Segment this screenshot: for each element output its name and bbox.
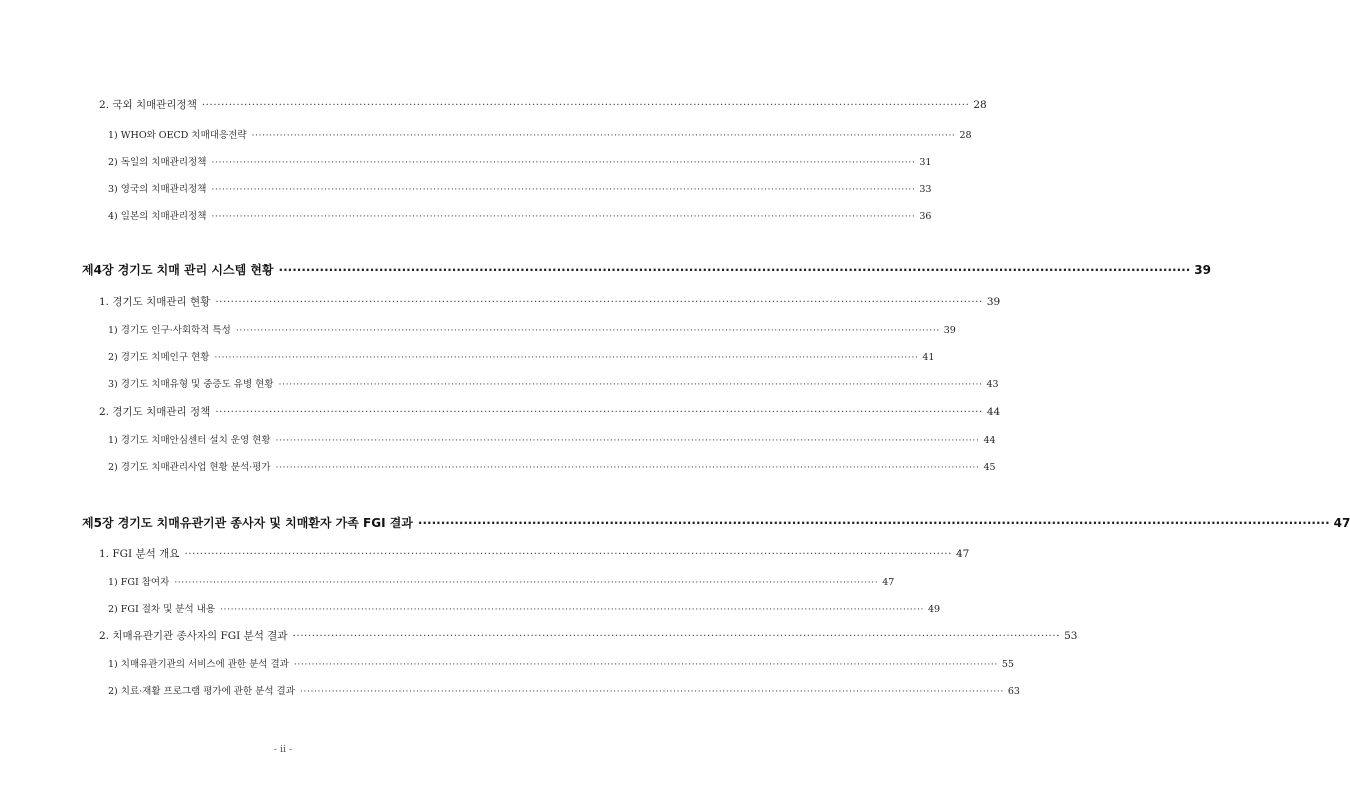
toc-leader-dots: ········································································································································································································ bbox=[211, 211, 916, 222]
toc-entry-page: 45 bbox=[983, 462, 996, 473]
toc-entry-page: 49 bbox=[928, 604, 941, 615]
toc-entry-title: 3) 경기도 치매유형 및 중증도 유병 현황 bbox=[108, 379, 274, 390]
toc-entry[interactable] bbox=[108, 432, 996, 446]
toc-entry-title: 1) FGI 참여자 bbox=[108, 577, 170, 588]
toc-leader-dots: ········································································································································································································ bbox=[275, 435, 980, 446]
toc-entry-page: 63 bbox=[1007, 686, 1020, 697]
toc-entry-page: 47 bbox=[955, 548, 970, 560]
toc-entry-title: 1) 경기도 치매안심센터 설치 운영 현황 bbox=[108, 435, 271, 446]
toc-entry-title: 2) 경기도 치메인구 현황 bbox=[108, 352, 210, 363]
toc-entry[interactable] bbox=[108, 683, 1020, 697]
toc-entry[interactable] bbox=[99, 97, 987, 112]
toc-chapter-entry[interactable] bbox=[82, 261, 1211, 278]
toc-entry-title: 2. 국외 치매관리정책 bbox=[99, 99, 197, 111]
toc-entry-page: 33 bbox=[919, 184, 932, 195]
toc-entry-title: 1) WHO와 OECD 치매대응전략 bbox=[108, 130, 247, 141]
toc-leader-dots: ········································································································································································································ bbox=[220, 604, 924, 615]
toc-entry-page: 28 bbox=[973, 99, 987, 111]
toc-leader-dots: ········································································································································································································ bbox=[292, 630, 1061, 642]
toc-entry[interactable] bbox=[108, 459, 996, 473]
toc-entry-page: 53 bbox=[1064, 630, 1078, 642]
toc-leader-dots: ········································································································································································································ bbox=[278, 379, 983, 390]
toc-entry[interactable] bbox=[108, 601, 941, 615]
toc-entry-page: 39 bbox=[986, 296, 1001, 308]
toc-entry[interactable] bbox=[108, 154, 932, 168]
toc-entry-page: 28 bbox=[959, 130, 972, 141]
toc-leader-dots: ········································································································································································································ bbox=[201, 99, 970, 111]
toc-leader-dots: ········································································································································································································ bbox=[293, 659, 998, 670]
toc-leader-dots: ········································································································································································································ bbox=[211, 184, 916, 195]
toc-entry-title: 2) FGI 절차 및 분석 내용 bbox=[108, 604, 216, 615]
toc-leader-dots: ········································································································································································································ bbox=[251, 130, 956, 141]
toc-leader-dots: ········································································································································································································ bbox=[174, 577, 879, 588]
toc-entry[interactable] bbox=[108, 656, 1014, 670]
toc-chapter-title: 제5장 경기도 치매유관기관 종사자 및 치매환자 가족 FGI 결과 bbox=[82, 516, 413, 530]
toc-entry-page: 41 bbox=[922, 352, 935, 363]
toc-entry[interactable] bbox=[99, 404, 1001, 419]
toc-chapter-page: 47 bbox=[1333, 516, 1350, 530]
toc-entry-title: 2) 독일의 치매관리정책 bbox=[108, 157, 207, 168]
toc-entry-title: 1) 경기도 인구·사회학적 특성 bbox=[108, 325, 231, 336]
page-number: - ii - bbox=[273, 744, 293, 755]
toc-entry-title: 2) 경기도 치매관리사업 현황 분석·평가 bbox=[108, 462, 271, 473]
toc-entry-title: 3) 영국의 치매관리정책 bbox=[108, 184, 207, 195]
toc-entry-title: 1. 경기도 치매관리 현황 bbox=[99, 296, 211, 308]
toc-entry[interactable] bbox=[108, 127, 972, 141]
toc-chapter-page: 39 bbox=[1194, 263, 1211, 277]
toc-entry[interactable] bbox=[108, 376, 999, 390]
toc-entry-page: 31 bbox=[919, 157, 932, 168]
toc-entry-title: 1. FGI 분석 개요 bbox=[99, 548, 180, 560]
toc-entry-page: 44 bbox=[986, 406, 1001, 418]
toc-leader-dots: ········································································································································································································ bbox=[275, 462, 980, 473]
toc-leader-dots: ········································································································································································································ bbox=[235, 325, 940, 336]
toc-leader-dots: ········································································································································································································ bbox=[215, 296, 983, 308]
toc-entry[interactable] bbox=[108, 208, 932, 222]
toc-leader-dots: ········································································································································································································ bbox=[299, 686, 1004, 697]
toc-leader-dots: ········································································································································································································ bbox=[417, 516, 1330, 530]
toc-leader-dots: ········································································································································································································ bbox=[184, 548, 952, 560]
toc-leader-dots: ········································································································································································································ bbox=[215, 406, 983, 418]
toc-entry-title: 2) 치료·재활 프로그램 평가에 관한 분석 결과 bbox=[108, 686, 295, 697]
toc-entry-title: 2. 치매유관기관 종사자의 FGI 분석 결과 bbox=[99, 630, 288, 642]
toc-entry[interactable] bbox=[108, 574, 895, 588]
toc-leader-dots: ········································································································································································································ bbox=[214, 352, 919, 363]
toc-entry[interactable] bbox=[108, 181, 932, 195]
toc-chapter-title: 제4장 경기도 치매 관리 시스템 현황 bbox=[82, 263, 274, 277]
toc-leader-dots: ········································································································································································································ bbox=[211, 157, 916, 168]
toc-entry[interactable] bbox=[99, 546, 970, 561]
toc-entry-title: 2. 경기도 치매관리 정책 bbox=[99, 406, 211, 418]
toc-entry[interactable] bbox=[99, 294, 1001, 309]
toc-entry-page: 36 bbox=[919, 211, 932, 222]
toc-chapter-entry[interactable] bbox=[82, 514, 1350, 531]
toc-entry-title: 1) 치매유관기관의 서비스에 관한 분석 결과 bbox=[108, 659, 289, 670]
toc-entry-page: 47 bbox=[882, 577, 895, 588]
toc-entry-page: 55 bbox=[1001, 659, 1014, 670]
toc-entry[interactable] bbox=[108, 349, 935, 363]
toc-entry[interactable] bbox=[99, 628, 1078, 643]
toc-entry-page: 44 bbox=[983, 435, 996, 446]
toc-entry-page: 39 bbox=[943, 325, 956, 336]
toc-entry-title: 4) 일본의 치매관리정책 bbox=[108, 211, 207, 222]
toc-entry[interactable] bbox=[108, 322, 956, 336]
toc-leader-dots: ········································································································································································································ bbox=[278, 263, 1191, 277]
toc-entry-page: 43 bbox=[986, 379, 999, 390]
